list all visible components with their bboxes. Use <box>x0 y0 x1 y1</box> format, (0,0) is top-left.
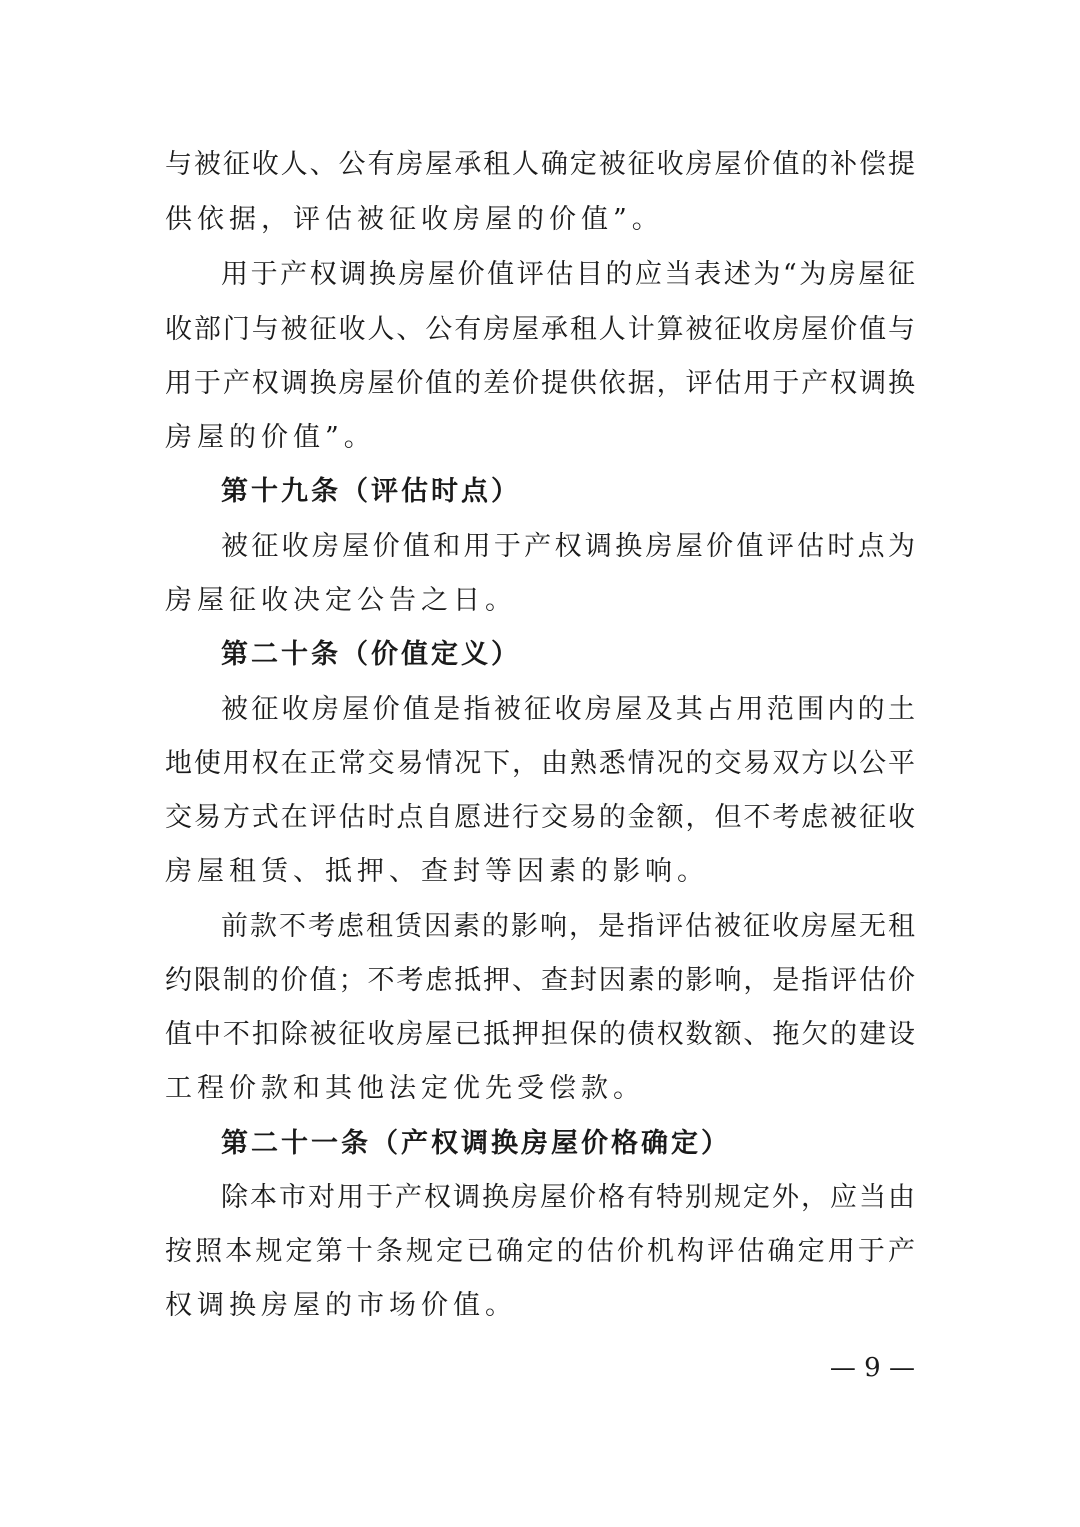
article-19-heading: 第十九条（评估时点） <box>221 476 521 507</box>
text-line: 工程价款和其他法定优先受偿款。 <box>165 1073 645 1104</box>
text-line: 房屋租赁、抵押、查封等因素的影响。 <box>165 856 709 887</box>
text-line: 被征收房屋价值和用于产权调换房屋价值评估时点为 <box>221 531 915 562</box>
text-line: 交易方式在评估时点自愿进行交易的金额，但不考虑被征收 <box>165 802 915 833</box>
text-line: 与被征收人、公有房屋承租人确定被征收房屋价值的补偿提 <box>165 149 915 180</box>
article-21-heading: 第二十一条（产权调换房屋价格确定） <box>221 1128 731 1159</box>
text-line: 收部门与被征收人、公有房屋承租人计算被征收房屋价值与 <box>165 314 915 345</box>
text-line: 房屋征收决定公告之日。 <box>165 585 517 616</box>
text-line: 权调换房屋的市场价值。 <box>165 1290 517 1321</box>
text-line: 按照本规定第十条规定已确定的估价机构评估确定用于产 <box>165 1236 915 1267</box>
text-line: 供依据，评估被征收房屋的价值”。 <box>165 204 664 235</box>
text-line: 用于产权调换房屋价值评估目的应当表述为“为房屋征 <box>221 259 915 290</box>
text-line: 用于产权调换房屋价值的差价提供依据，评估用于产权调换 <box>165 368 915 399</box>
text-line: 除本市对用于产权调换房屋价格有特别规定外，应当由 <box>221 1182 915 1213</box>
text-line: 被征收房屋价值是指被征收房屋及其占用范围内的土 <box>221 694 915 725</box>
text-line: 前款不考虑租赁因素的影响，是指评估被征收房屋无租 <box>221 911 915 942</box>
article-20-heading: 第二十条（价值定义） <box>221 639 521 670</box>
text-line: 房屋的价值”。 <box>165 422 376 453</box>
text-line: 值中不扣除被征收房屋已抵押担保的债权数额、拖欠的建设 <box>165 1019 915 1050</box>
text-line: 地使用权在正常交易情况下，由熟悉情况的交易双方以公平 <box>165 748 915 779</box>
page-number: — 9 — <box>829 1353 915 1383</box>
text-line: 约限制的价值；不考虑抵押、查封因素的影响，是指评估价 <box>165 965 915 996</box>
